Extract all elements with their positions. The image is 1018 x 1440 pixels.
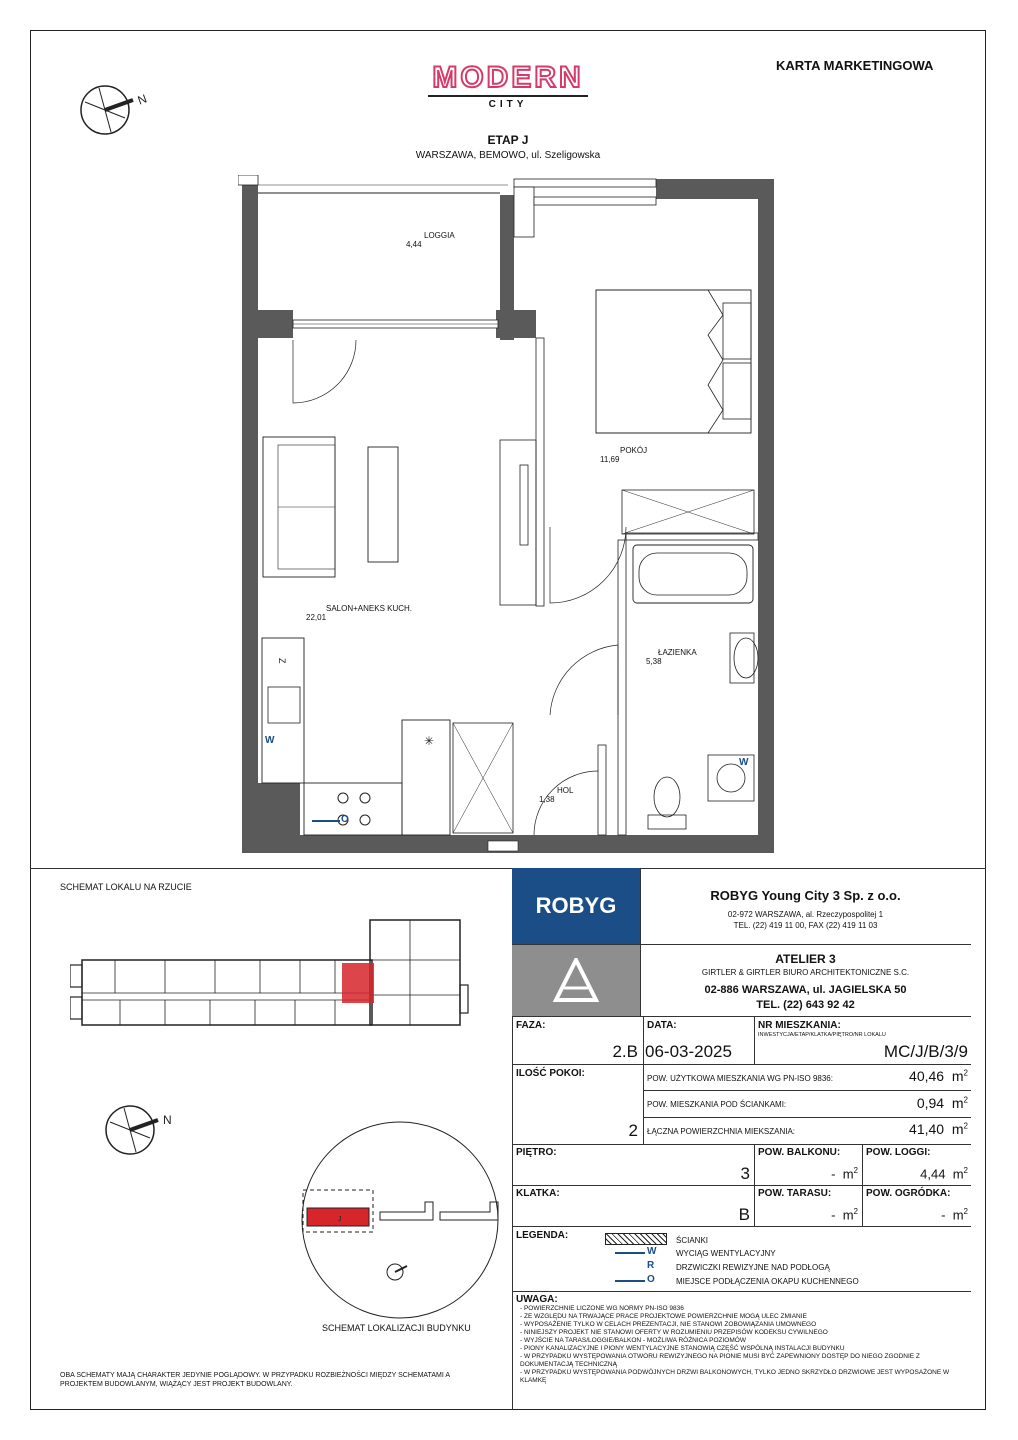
taras-label: POW. TARASU: — [758, 1188, 832, 1199]
legend-item-text: ŚCIANKI — [676, 1236, 709, 1245]
architect-name: ATELIER 3 — [775, 952, 836, 966]
architect-phone: TEL. (22) 643 92 42 — [756, 999, 855, 1011]
legend-wall-swatch — [605, 1233, 667, 1245]
architect-subtitle: GIRTLER & GIRTLER BIURO ARCHITEKTONICZNE S.C. — [701, 968, 910, 977]
developer-address: 02-972 WARSZAWA, al. Rzeczypospolitej 1 — [727, 910, 884, 919]
pietro-value: 3 — [740, 1164, 750, 1183]
loggia-value: 4,44 $m^2$ — [920, 1166, 968, 1182]
wall-top-right — [656, 179, 774, 199]
notes-title: UWAGA: — [516, 1294, 558, 1305]
building-scheme-title: SCHEMAT LOKALIZACJI BUDYNKU — [322, 1323, 471, 1333]
doc-title: KARTA MARKETINGOWA — [776, 58, 934, 73]
note-item: - WYJŚCIE NA TARAS/LOGGIE/BALKON - MOŻLIWA RÓŻNICA POZIOMÓW — [520, 1337, 746, 1344]
loggia-label: POW. LOGGI: — [866, 1147, 931, 1158]
svg-text:N: N — [135, 91, 149, 108]
notes-list — [520, 1305, 960, 1385]
robyg-logo: ROBYG — [512, 868, 640, 944]
nr-label: NR MIESZKANIA: — [758, 1020, 841, 1031]
legend-arrow-icon — [615, 1280, 645, 1282]
faza-label: FAZA: — [516, 1020, 546, 1031]
brand-logo — [428, 63, 588, 110]
pow-sc-value: 0,94 $m^2$ — [916, 1095, 968, 1111]
balkon-label: POW. BALKONU: — [758, 1147, 841, 1158]
room-salon: SALON+ANEKS KUCH. 22,01 — [306, 604, 413, 622]
klatka-label: KLATKA: — [516, 1188, 560, 1199]
wall-loggia-bottom-left — [258, 310, 293, 338]
legend-title: LEGENDA: — [516, 1230, 569, 1241]
floor-scheme-title: SCHEMAT LOKALU NA RZUCIE — [60, 882, 192, 892]
vent-mark-bath: W — [739, 757, 749, 768]
schemes-disclaimer: OBA SCHEMATY MAJĄ CHARAKTER JEDYNIE POGLĄDOWY. W PRZYPADKU ROZBIEŻNOŚCI MIĘDZY SCHEMATAMI A PROJEKTEM BUDOWLANYM, WIĄŻĄCY JEST PROJEKT BUDOWLANY. — [60, 1372, 450, 1388]
room-pokoj: POKÓJ 11,69 — [600, 446, 648, 464]
brand-logo-bottom: CITY — [488, 99, 528, 110]
legend-code: O — [647, 1274, 655, 1285]
note-item: - PIONY KANALIZACYJNE I PIONY WENTYLACYJNE STANOWIĄ CZĘŚĆ WSPÓLNĄ INSTALACJI BUDYNKU — [520, 1345, 845, 1352]
fridge-mark: Z — [277, 658, 287, 664]
nr-sublabel: INWESTYCJA/ETAP/KLATKA/PIĘTRO/NR LOKALU — [758, 1032, 886, 1038]
faza-value: 2.B — [612, 1042, 638, 1061]
pokoje-label: ILOŚĆ POKOI: — [516, 1068, 585, 1079]
scheme-unit-highlight — [342, 963, 374, 1003]
note-item: - ZE WZGLĘDU NA TRWAJĄCE PRACE PROJEKTOWE POWIERZCHNIE MOGĄ ULEC ZMIANIE — [520, 1313, 807, 1320]
legend-code: R — [647, 1260, 655, 1271]
pow-uz-value: 40,46 $m^2$ — [909, 1068, 968, 1084]
room-hol: HOL 1,38 — [539, 786, 574, 804]
legend-arrow-icon — [615, 1252, 645, 1254]
klatka-value: B — [738, 1205, 750, 1224]
note-item: - NINIEJSZY PROJEKT NIE STANOWI OFERTY W ROZUMIENIU PRZEPISÓW KODEKSU CYWILNEGO — [520, 1329, 828, 1336]
architect-address: 02-886 WARSZAWA, ul. JAGIELSKA 50 — [704, 984, 907, 996]
balkon-value: - $m^2$ — [831, 1166, 858, 1182]
atelier-logo-icon — [546, 958, 606, 1002]
atelier-logo — [512, 944, 640, 1016]
taras-value: - $m^2$ — [831, 1207, 858, 1223]
ogrodek-label: POW. OGRÓDKA: — [866, 1188, 951, 1199]
pow-sc-label: POW. MIESZKANIA POD ŚCIANKAMI: — [647, 1100, 787, 1109]
pow-lacz-label: ŁĄCZNA POWIERZCHNIA MIEKSZANIA: — [647, 1127, 796, 1136]
pow-uz-label: POW. UŻYTKOWA MIESZKANIA WG PN-ISO 9836: — [647, 1074, 833, 1083]
svg-text:✳: ✳ — [424, 734, 435, 748]
note-item: - WYPOSAŻENIE TYLKO W CELACH PREZENTACJI, NIE STANOWI ZOBOWIĄZANIA UMOWNEGO — [520, 1321, 817, 1328]
floor-plan — [238, 175, 780, 860]
pietro-label: PIĘTRO: — [516, 1147, 557, 1158]
room-lazienka: ŁAZIENKA 5,38 — [646, 648, 697, 666]
legend-item-text: MIEJSCE PODŁĄCZENIA OKAPU KUCHENNEGO — [676, 1277, 859, 1286]
room-loggia: LOGGIA 4,44 — [406, 231, 455, 249]
data-value: 06-03-2025 — [645, 1042, 732, 1061]
nr-value: MC/J/B/3/9 — [883, 1042, 968, 1061]
wall-left — [242, 183, 258, 853]
svg-text:N: N — [163, 1113, 172, 1127]
ogrodek-value: - $m^2$ — [941, 1207, 968, 1223]
data-label: DATA: — [647, 1020, 677, 1031]
wall-right — [758, 195, 774, 853]
note-item: - W PRZYPADKU WYSTĘPOWANIA OTWORU REWIZYJNEGO NA PIONIE MUSI BYĆ ZAPEWNIONY DOSTĘP DO NIEGO ZGODNIE Z DOKUMENTACJĄ TECHNICZNĄ — [520, 1353, 920, 1368]
legend-item-text: DRZWICZKI REWIZYJNE NAD PODŁOGĄ — [676, 1263, 830, 1272]
building-scheme — [295, 1120, 505, 1320]
note-item: - W PRZYPADKU WYSTĘPOWANIA PODWÓJNYCH DRZWI BALKONOWYCH, TYLKO JEDNO SKRZYDŁO DRZWIOWE JEST WYPOSAŻONE W KLAMKĘ — [520, 1369, 950, 1384]
hood-arrow-icon — [312, 820, 340, 822]
developer-phones: TEL. (22) 419 11 00, FAX (22) 419 11 03 — [733, 921, 878, 930]
developer-name: ROBYG Young City 3 Sp. z o.o. — [710, 888, 901, 903]
stage-label: ETAP J — [487, 133, 529, 147]
legend-code: W — [647, 1246, 657, 1257]
legend-item-text: WYCIĄG WENTYLACYJNY — [676, 1249, 776, 1258]
pokoje-value: 2 — [628, 1121, 638, 1140]
north-arrow-icon — [75, 80, 155, 140]
brand-logo-top: MODERN — [432, 61, 584, 94]
floor-scheme — [70, 915, 470, 1030]
note-item: - POWIERZCHNIE LICZONE WG NORMY PN-ISO 9836 — [520, 1305, 684, 1312]
address-label: WARSZAWA, BEMOWO, ul. Szeligowska — [415, 150, 601, 161]
pow-lacz-value: 41,40 $m^2$ — [909, 1121, 968, 1137]
north-arrow-small-icon — [100, 1100, 180, 1160]
wall-loggia-bottom-right — [496, 310, 536, 338]
building-letter: J — [338, 1216, 342, 1223]
vent-mark-kitchen: W — [265, 735, 275, 746]
divider — [30, 868, 986, 869]
hood-mark: O — [341, 814, 349, 825]
